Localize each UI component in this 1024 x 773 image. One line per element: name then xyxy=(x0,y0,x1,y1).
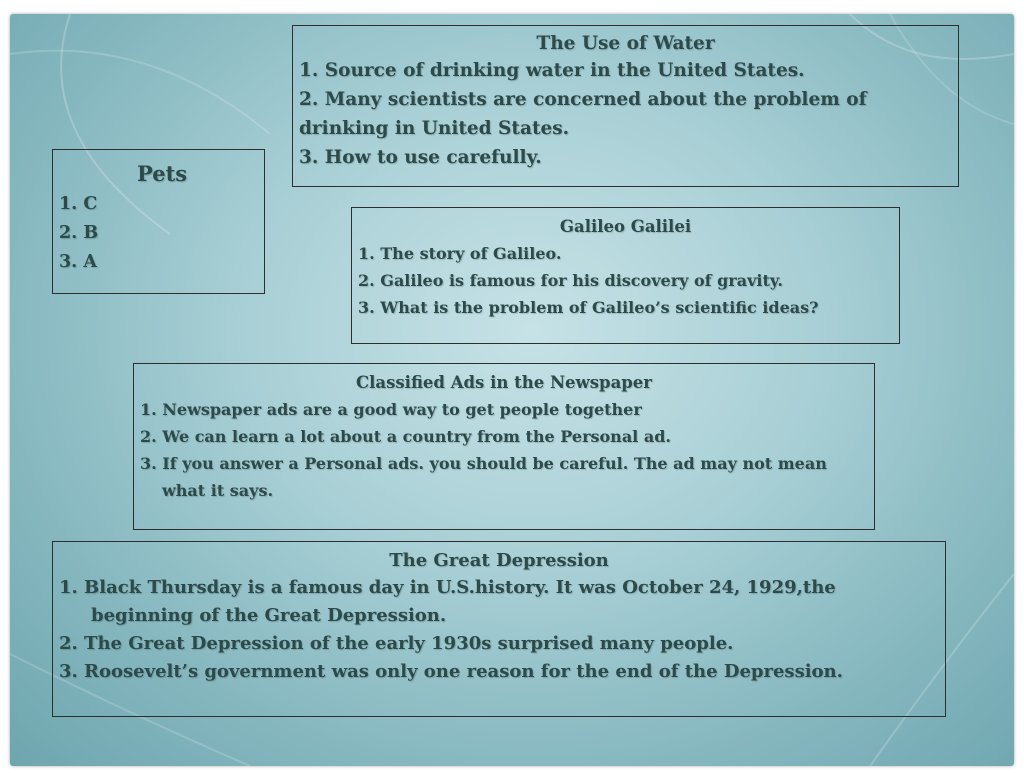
pets-item-2: 2. B xyxy=(59,223,99,243)
pets-title: Pets xyxy=(137,161,188,186)
pets-item-1: 1. C xyxy=(59,194,98,214)
pets-topic-box xyxy=(52,149,265,294)
classified-ads-title: Classified Ads in the Newspaper xyxy=(356,373,652,392)
great-depression-topic-box xyxy=(52,541,946,717)
galileo-item-3: 3. What is the problem of Galileo’s scientific ideas? xyxy=(358,298,819,317)
water-title: The Use of Water xyxy=(536,33,715,54)
classified-ads-item-2: 2. We can learn a lot about a country from the Personal ad. xyxy=(140,427,671,446)
great-depression-item-2: 2. The Great Depression of the early 1930s surprised many people. xyxy=(59,633,734,654)
galileo-item-1: 1. The story of Galileo. xyxy=(358,244,562,263)
classified-ads-item-1: 1. Newspaper ads are a good way to get people together xyxy=(140,400,642,419)
great-depression-item-3: 3. Roosevelt’s government was only one reason for the end of the Depression. xyxy=(59,661,843,682)
galileo-title: Galileo Galilei xyxy=(559,217,692,236)
galileo-topic-box xyxy=(351,207,900,344)
great-depression-title: The Great Depression xyxy=(389,550,609,571)
classified-ads-item-3: 3. If you answer a Personal ads. you should be careful. The ad may not mean what it says. xyxy=(140,454,827,500)
great-depression-item-1: 1. Black Thursday is a famous day in U.S.history. It was October 24, 1929,the beginning of the Great Depression. xyxy=(59,577,836,626)
water-item-1: 1. Source of drinking water in the United States. xyxy=(299,60,805,81)
water-item-2: 2. Many scientists are concerned about the problem of drinking in United States. xyxy=(299,89,867,139)
classified-ads-topic-box xyxy=(133,363,875,530)
pets-item-3: 3. A xyxy=(59,252,97,272)
galileo-item-2: 2. Galileo is famous for his discovery of gravity. xyxy=(358,271,783,290)
water-item-3: 3. How to use carefully. xyxy=(299,147,542,168)
water-topic-box xyxy=(292,25,959,187)
